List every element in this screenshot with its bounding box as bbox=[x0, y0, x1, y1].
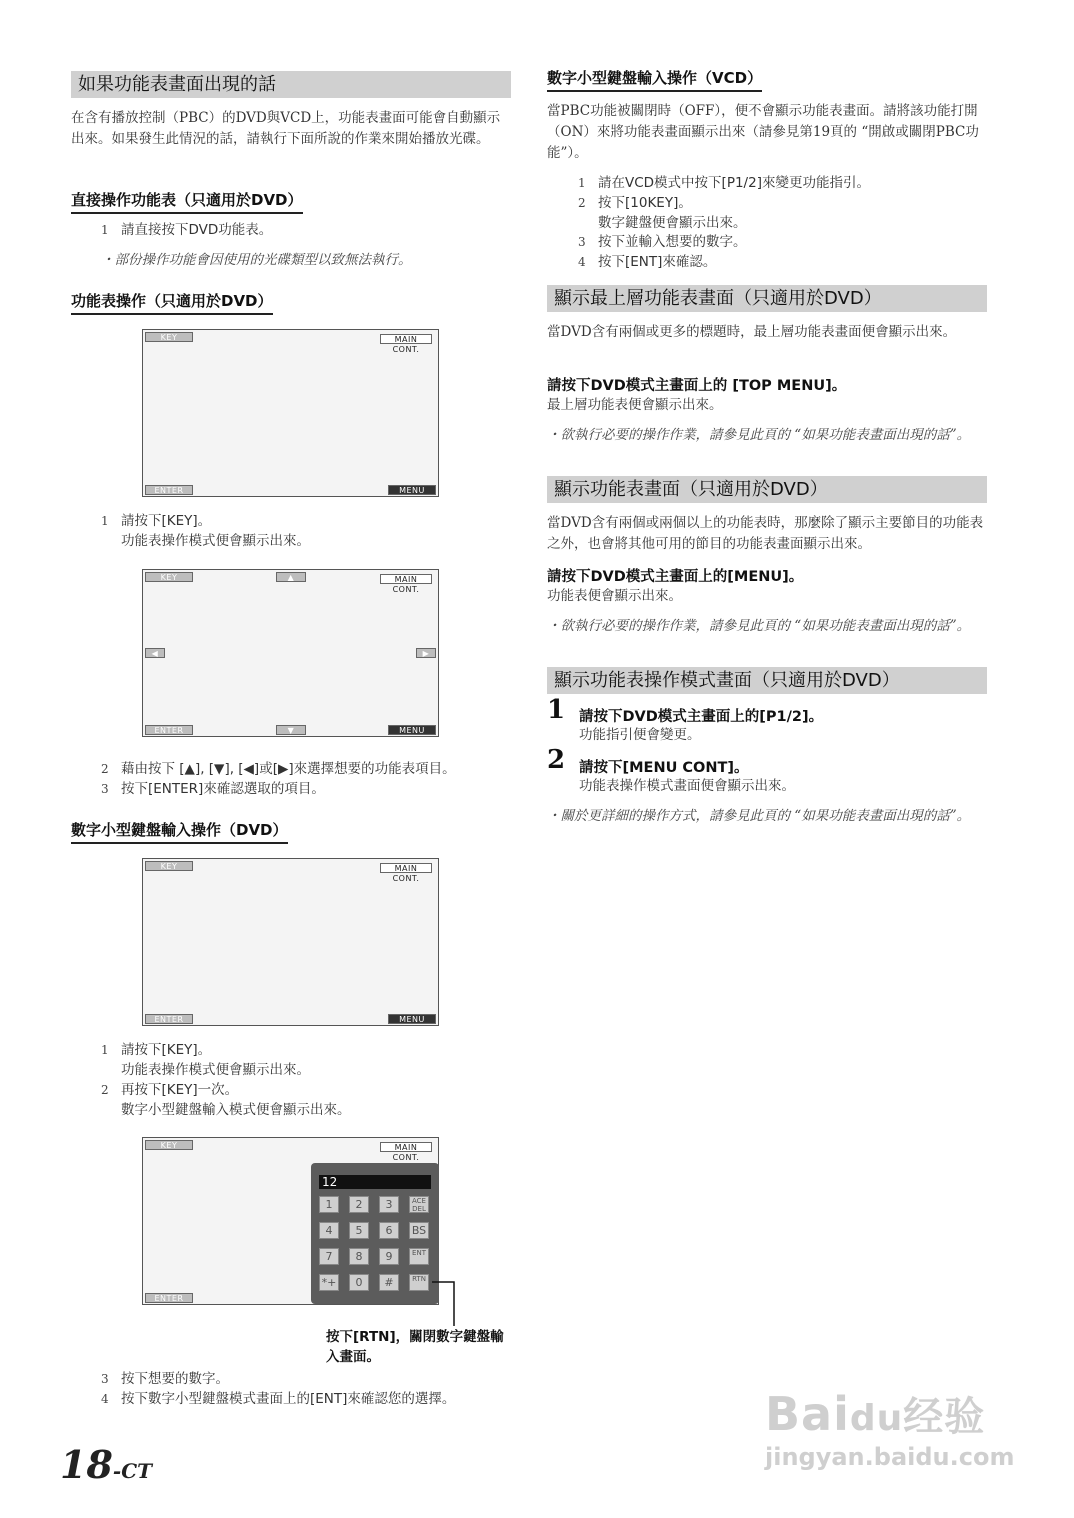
section-intro-paragraph: 在含有播放控制（PBC）的DVD與VCD上，功能表畫面可能會自動顯示出來。如果發生此情況的話，請執行下面所說的作業來開始播放光碟。 bbox=[71, 110, 501, 147]
page-number-value: 18 bbox=[60, 1442, 113, 1487]
screen-diagram-1 bbox=[142, 329, 439, 505]
big-step-number-2: 2 bbox=[547, 745, 566, 775]
keypad-key: 2 bbox=[349, 1196, 369, 1213]
key-button: KEY bbox=[145, 332, 193, 342]
step-number: 2 bbox=[578, 196, 586, 210]
keypad-key: 3 bbox=[379, 1196, 399, 1213]
keypad-display: 12 bbox=[319, 1175, 431, 1189]
section-title-text: 如果功能表畫面出現的話 bbox=[78, 74, 276, 95]
enter-button: ENTER bbox=[145, 485, 193, 495]
keypad-key: 5 bbox=[349, 1222, 369, 1239]
section-title-menu-appears bbox=[71, 71, 511, 98]
keypad-key: 9 bbox=[379, 1248, 399, 1265]
callout-line bbox=[410, 1270, 470, 1330]
baidu-watermark-url: jingyan.baidu.com bbox=[765, 1443, 1015, 1471]
big-step-number-1: 1 bbox=[547, 695, 566, 725]
watermark-brand-jingyan: 经验 bbox=[903, 1394, 986, 1440]
baidu-watermark-logo bbox=[765, 1385, 985, 1442]
screen-diagram-3 bbox=[142, 858, 439, 1034]
menu-rtn-button: MENU RTN bbox=[388, 485, 436, 495]
section-title-menu-operation-mode bbox=[547, 667, 987, 694]
operation-mode-step-1: 請按下DVD模式主畫面上的[P1/2]。 bbox=[579, 709, 824, 725]
step-text: 按下[10KEY]。 bbox=[598, 195, 692, 211]
note-direct-menu: ・部份操作功能會因使用的光碟類型以致無法執行。 bbox=[101, 252, 412, 268]
page-number bbox=[60, 1442, 152, 1487]
page-suffix: -CT bbox=[112, 1459, 152, 1483]
watermark-brand: Bai bbox=[765, 1387, 850, 1441]
keypad-key: ENT bbox=[409, 1248, 429, 1265]
screen-diagram-2 bbox=[142, 569, 439, 745]
step-text: 按下數字小型鍵盤模式畫面上的[ENT]來確認您的選擇。 bbox=[121, 1391, 456, 1407]
main-cont-button: MAIN CONT. bbox=[380, 863, 432, 873]
vcd-step-2-result: 數字鍵盤便會顯示出來。 bbox=[598, 215, 747, 231]
step-3-enter bbox=[101, 779, 325, 799]
vcd-step-1 bbox=[578, 173, 870, 193]
keypad-key: BS bbox=[409, 1222, 429, 1239]
menu-screen-instruction: 請按下DVD模式主畫面上的[MENU]。 bbox=[547, 569, 804, 585]
subsection-title-keypad-dvd: 數字小型鍵盤輸入操作（DVD） bbox=[71, 820, 288, 844]
down-arrow-button: ▼ bbox=[276, 725, 306, 735]
subsection-title-direct-menu: 直接操作功能表（只適用於DVD） bbox=[71, 190, 303, 214]
step-number: 4 bbox=[578, 255, 586, 269]
step-2-result-dvd: 數字小型鍵盤輸入模式便會顯示出來。 bbox=[121, 1102, 351, 1118]
section-title-text: 顯示功能表操作模式畫面（只適用於DVD） bbox=[554, 670, 900, 691]
up-arrow-button: ▲ bbox=[276, 572, 306, 582]
step-3-press-number bbox=[101, 1369, 229, 1389]
keypad-key: 7 bbox=[319, 1248, 339, 1265]
vcd-step-3 bbox=[578, 232, 747, 252]
key-button: KEY bbox=[145, 572, 193, 582]
main-cont-button: MAIN CONT. bbox=[380, 334, 432, 344]
operation-mode-step-1-result: 功能指引便會變更。 bbox=[579, 727, 701, 743]
keypad-key: 8 bbox=[349, 1248, 369, 1265]
step-number: 3 bbox=[101, 782, 109, 796]
key-button: KEY bbox=[145, 861, 193, 871]
step-number: 4 bbox=[101, 1392, 109, 1406]
keypad-key: # bbox=[379, 1274, 399, 1291]
vcd-paragraph: 當PBC功能被關閉時（OFF），便不會顯示功能表畫面。請將該功能打開（ON）來將功能表畫面顯示出來（請參見第19頁的 “開啟或關閉PBC功能”）。 bbox=[547, 103, 979, 161]
step-text: 再按下[KEY]一次。 bbox=[121, 1082, 239, 1098]
main-cont-button: MAIN CONT. bbox=[380, 574, 432, 584]
section-title-top-menu bbox=[547, 285, 987, 312]
vcd-step-2 bbox=[578, 193, 692, 213]
right-arrow-button: ▶ bbox=[416, 648, 436, 658]
section-title-menu-screen bbox=[547, 476, 987, 503]
keypad-key: 4 bbox=[319, 1222, 339, 1239]
step-number: 1 bbox=[101, 514, 109, 528]
left-arrow-button: ◀ bbox=[145, 648, 165, 658]
step-number: 3 bbox=[578, 235, 586, 249]
enter-button: ENTER bbox=[145, 1014, 193, 1024]
step-text: 按下並輸入想要的數字。 bbox=[598, 234, 747, 250]
step-1-key-dvd bbox=[101, 1040, 211, 1060]
callout-text-line2: 入畫面。 bbox=[326, 1349, 380, 1365]
step-2-key-again bbox=[101, 1080, 238, 1100]
step-1-result: 功能表操作模式便會顯示出來。 bbox=[121, 533, 310, 549]
top-menu-instruction: 請按下DVD模式主畫面上的 [TOP MENU]。 bbox=[547, 378, 847, 394]
screen-diagram-keypad bbox=[142, 1137, 439, 1305]
watermark-brand-paw: du bbox=[849, 1398, 904, 1439]
enter-button: ENTER bbox=[145, 725, 193, 735]
operation-mode-step-2-result: 功能表操作模式畫面便會顯示出來。 bbox=[579, 778, 795, 794]
keypad-key: ACE DEL bbox=[409, 1196, 429, 1213]
subsection-title-menu-operation: 功能表操作（只適用於DVD） bbox=[71, 291, 273, 315]
step-1-result-dvd: 功能表操作模式便會顯示出來。 bbox=[121, 1062, 310, 1078]
step-number: 1 bbox=[578, 176, 586, 190]
key-button: KEY bbox=[145, 1140, 193, 1150]
enter-button: ENTER bbox=[145, 1293, 193, 1303]
step-number: 3 bbox=[101, 1372, 109, 1386]
step-text: 請按下[KEY]。 bbox=[121, 513, 212, 529]
step-number: 1 bbox=[101, 223, 109, 237]
menu-screen-result: 功能表便會顯示出來。 bbox=[547, 588, 682, 604]
keypad-key: RTN bbox=[409, 1274, 429, 1291]
vcd-step-4 bbox=[578, 252, 716, 272]
keypad-key: *+ bbox=[319, 1274, 339, 1291]
step-text: 按下[ENT]來確認。 bbox=[598, 254, 717, 270]
step-4-confirm bbox=[101, 1389, 455, 1409]
top-menu-paragraph: 當DVD含有兩個或更多的標題時，最上層功能表畫面便會顯示出來。 bbox=[547, 324, 957, 340]
section-title-text: 顯示功能表畫面（只適用於DVD） bbox=[554, 479, 828, 500]
top-menu-result: 最上層功能表便會顯示出來。 bbox=[547, 397, 723, 413]
top-menu-note: ・欲執行必要的操作作業，請參見此頁的 “如果功能表畫面出現的話”。 bbox=[547, 427, 971, 443]
subsection-title-keypad-vcd: 數字小型鍵盤輸入操作（VCD） bbox=[547, 68, 762, 92]
step-number: 2 bbox=[101, 762, 109, 776]
step-1-key bbox=[101, 511, 211, 531]
step-text: 請直接按下DVD功能表。 bbox=[121, 222, 273, 238]
menu-screen-note: ・欲執行必要的操作作業，請參見此頁的 “如果功能表畫面出現的話”。 bbox=[547, 618, 971, 634]
keypad-key: 6 bbox=[379, 1222, 399, 1239]
main-cont-button: MAIN CONT. bbox=[380, 1142, 432, 1152]
step-number: 1 bbox=[101, 1043, 109, 1057]
step-2-select bbox=[101, 759, 456, 779]
operation-mode-step-2: 請按下[MENU CONT]。 bbox=[579, 760, 749, 776]
step-text: 請在VCD模式中按下[P1/2]來變更功能指引。 bbox=[598, 175, 870, 191]
operation-mode-note: ・關於更詳細的操作方式，請參見此頁的 “如果功能表畫面出現的話”。 bbox=[547, 808, 971, 824]
menu-screen-paragraph: 當DVD含有兩個或兩個以上的功能表時，那麼除了顯示主要節目的功能表之外，也會將其他可用的節目的功能表畫面顯示出來。 bbox=[547, 515, 984, 552]
step-number: 2 bbox=[101, 1083, 109, 1097]
step-text: 請按下[KEY]。 bbox=[121, 1042, 212, 1058]
step-text: 藉由按下 [▲], [▼], [◀]或[▶]來選擇想要的功能表項目。 bbox=[121, 761, 456, 777]
keypad-key: 1 bbox=[319, 1196, 339, 1213]
menu-rtn-button: MENU RTN bbox=[388, 725, 436, 735]
step-text: 按下想要的數字。 bbox=[121, 1371, 229, 1387]
step-text: 按下[ENTER]來確認選取的項目。 bbox=[121, 781, 325, 797]
keypad-key: 0 bbox=[349, 1274, 369, 1291]
menu-rtn-button: MENU RTN bbox=[388, 1014, 436, 1024]
section-title-text: 顯示最上層功能表畫面（只適用於DVD） bbox=[554, 288, 882, 309]
step-1-direct bbox=[101, 220, 272, 240]
callout-text-line1: 按下[RTN]，關閉數字鍵盤輸 bbox=[326, 1329, 504, 1345]
